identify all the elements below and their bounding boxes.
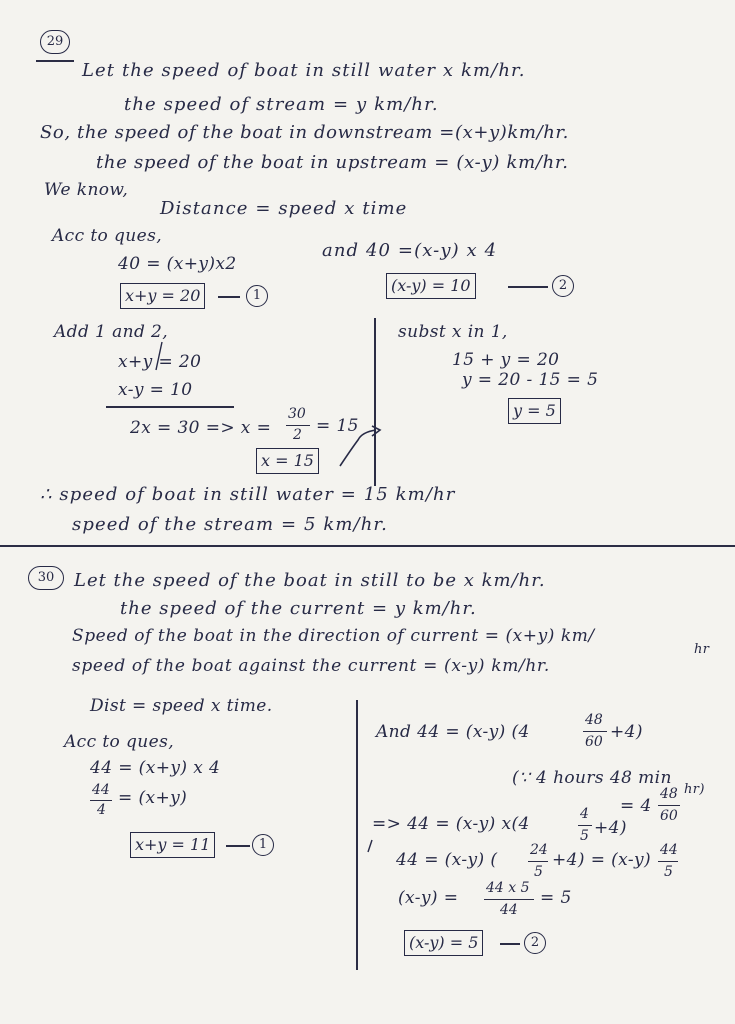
q30-paren-left [368,840,372,852]
q30-r3-den: 60 [660,808,678,824]
q30-r6-num: 44 x 5 [486,880,530,896]
question-number-30: 30 [28,566,64,590]
q29-sum-1: x+y = 20 [118,352,202,372]
q30-line-2: the speed of the current = y km/hr. [120,598,477,619]
question-number-29: 29 [40,30,70,54]
q30-right-6-end: = 5 [540,888,572,908]
q29-tick-stroke [340,430,376,466]
q29-sum-3-end: = 15 [316,416,359,436]
q30-tag-2: 2 [524,932,546,954]
q29-line-6: Distance = speed x time [160,198,408,219]
q29-line-7: Acc to ques, [52,226,163,246]
q30-r5-den2: 5 [664,864,673,880]
q30-r3-num: 48 [660,786,678,802]
q30-right-3: = 4 [620,796,652,816]
q30-right-6: (x-y) = [398,888,459,908]
q30-r4-num: 4 [580,806,589,822]
q30-r1-den: 60 [585,734,603,750]
q30-right-1: And 44 = (x-y) (4 [376,722,530,742]
q30-line-3-tail: hr [694,642,710,657]
q30-right-1-end: +4) [610,722,643,742]
q30-r6-den: 44 [500,902,518,918]
q29-boxed-result-2: (x-y) = 10 [386,273,476,299]
q29-boxed-x: x = 15 [256,448,319,474]
q29-boxed-result-1: x+y = 20 [120,283,205,309]
q29-frac-num: 30 [288,406,306,422]
q30-r3-unit: hr) [684,782,705,797]
q30-eq2-num: 44 [92,782,110,798]
q30-right-5-mid: +4) = (x-y) [552,850,652,870]
q30-r1-num: 48 [585,712,603,728]
q29-substitute: subst x in 1, [398,322,508,342]
q30-line-6: Acc to ques, [64,732,175,752]
q29-boxed-y: y = 5 [508,398,561,424]
q30-right-4: => 44 = (x-y) x(4 [372,814,530,834]
q29-tag-1: 1 [246,285,268,307]
q29-sum-2: x-y = 10 [118,380,193,400]
q30-right-5: 44 = (x-y) ( [396,850,498,870]
q29-line-4: the speed of the boat in upstream = (x-y) km/hr. [96,152,569,173]
q29-line-1: Let the speed of boat in still water x km/hr. [82,60,526,81]
q30-tag-1: 1 [252,834,274,856]
q30-boxed-result-2: (x-y) = 5 [404,930,483,956]
q30-line-1: Let the speed of the boat in still to be x km/hr. [74,570,546,591]
q29-sum-3: 2x = 30 => x = [130,418,272,438]
q29-frac-den: 2 [293,427,302,443]
q30-r5-num2: 44 [660,842,678,858]
q29-sub-2: y = 20 - 15 = 5 [462,370,599,390]
q30-r5-den: 5 [534,864,543,880]
q30-line-4: speed of the boat against the current = (x-y) km/hr. [72,656,550,676]
q30-line-3: Speed of the boat in the direction of current = (x+y) km/ [72,626,595,646]
q30-right-4-end: +4) [594,818,627,838]
q29-and-equation: and 40 =(x-y) x 4 [322,240,498,261]
q29-add-strike [156,342,162,370]
q30-r4-den: 5 [580,828,589,844]
q30-equation-1: 44 = (x+y) x 4 [90,758,221,778]
q29-line-3: So, the speed of the boat in downstream =(x+y)km/hr. [40,122,569,143]
q30-right-2: (∵ 4 hours 48 min [512,768,672,788]
q29-conclusion-1: ∴ speed of boat in still water = 15 km/hr [40,484,456,505]
q30-boxed-result-1: x+y = 11 [130,832,215,858]
q29-conclusion-2: speed of the stream = 5 km/hr. [72,514,388,535]
q29-sub-1: 15 + y = 20 [452,350,560,370]
q30-line-5: Dist = speed x time. [90,696,273,716]
q30-r5-num: 24 [530,842,548,858]
q29-line-5: We know, [44,180,129,200]
q29-add-line: Add 1 and 2, [54,322,169,342]
q30-eq2-den: 4 [97,802,106,818]
q29-equation-1: 40 = (x+y)x2 [118,254,237,274]
q30-equation-2: = (x+y) [118,788,188,808]
q29-line-2: the speed of stream = y km/hr. [124,94,439,115]
q29-tag-2: 2 [552,275,574,297]
